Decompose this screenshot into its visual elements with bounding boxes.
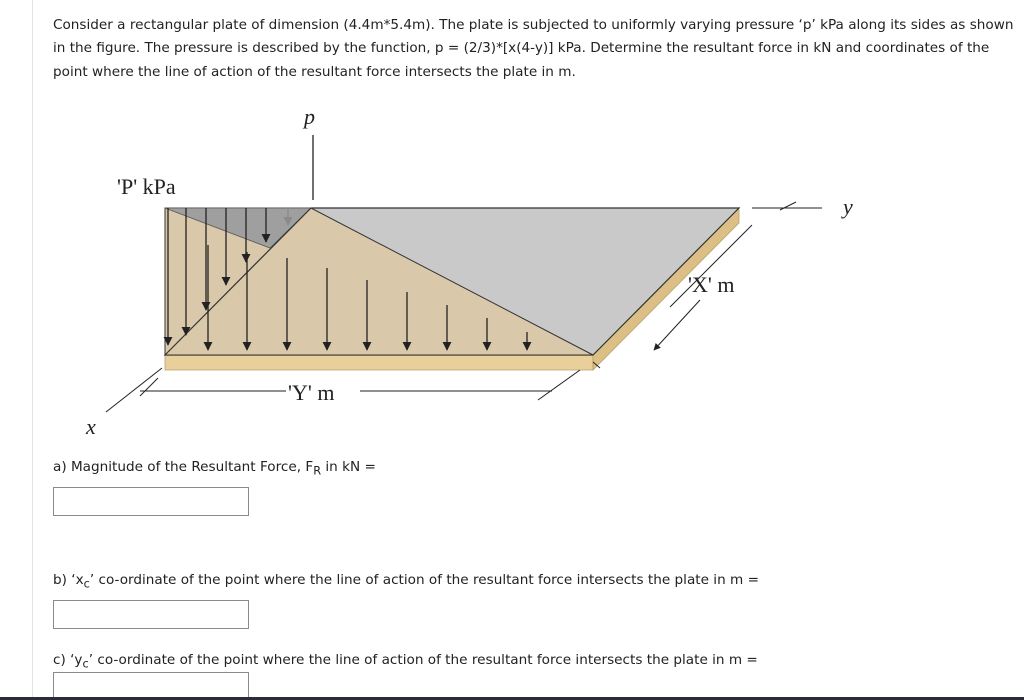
label-y-axis: y <box>843 194 853 219</box>
answer-input-a[interactable] <box>53 487 249 516</box>
y-dimension-tick-left <box>140 378 158 396</box>
y-dimension-tick-right <box>538 370 580 400</box>
question-c-label: c) ‘$y_c$’ co-ordinate of the point where the line of action of the resultant force intersects the plate in m = <box>53 652 758 671</box>
problem-statement: Consider a rectangular plate of dimension (4.4m*5.4m). The plate is subjected to uniformly varying pressure ‘p’ kPa along its sides as shown in the figure. The pressure is described by the function, p = (2/3)*[x(4-y)] kPa. Determine the resultant force in kN and coordinates of the point where the line of action of the resultant force intersects the plate in m. <box>53 16 1014 80</box>
y-axis-tick <box>780 202 796 210</box>
answer-input-b[interactable] <box>53 600 249 629</box>
label-ym: 'Y' m <box>288 380 335 405</box>
question-b-label: b) ‘$x_c$’ co-ordinate of the point where the line of action of the resultant force intersects the plate in m = <box>53 572 759 591</box>
x-axis-line <box>106 368 162 412</box>
answer-input-c[interactable] <box>53 672 249 698</box>
question-a-label: a) Magnitude of the Resultant Force, $F_R$ in kN = <box>53 459 376 478</box>
x-dimension-line-lower <box>654 300 700 350</box>
plate-front-edge <box>165 355 593 370</box>
label-xm: 'X' m <box>688 272 735 297</box>
label-p: p <box>304 104 315 129</box>
label-pressure: 'P' kPa <box>117 174 176 199</box>
label-x-axis: x <box>86 414 96 439</box>
